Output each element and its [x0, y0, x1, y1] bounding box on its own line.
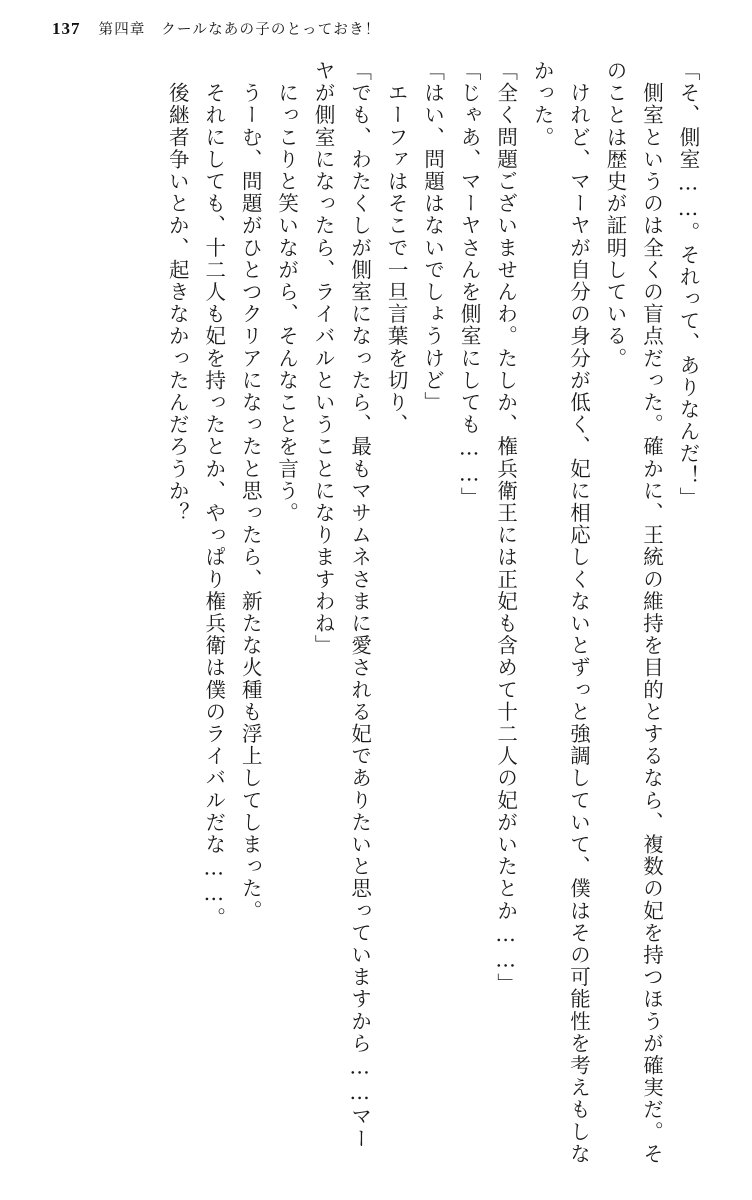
header-divider — [52, 46, 700, 47]
paragraph: けれど、マーヤが自分の身分が低く、妃に相応しくないとずっと強調していて、僕はその可能性を考えもしなかった。 — [530, 60, 591, 1165]
vertical-text-block — [46, 60, 706, 1166]
paragraph: 「じゃあ、マーヤさんを側室にしても……」 — [457, 60, 482, 509]
chapter-title: 第四章 クールなあの子のとっておき！ — [98, 22, 381, 38]
paragraph: 後継者争いとか、起きなかったんだろうか？ — [165, 60, 190, 525]
paragraph: 「でも、わたくしが側室になったら、最もマサムネさまに愛される妃でありたいと思っていますから……マーヤが側室になったら、ライバルということになりますわね」 — [311, 60, 372, 1150]
paragraph: 側室というのは全くの盲点だった。確かに、王統の維持を目的とするなら、複数の妃を持つほうが確実だ。そのことは歴史が証明している。 — [603, 60, 664, 1165]
paragraph: エーファはそこで一旦言葉を切り、 — [384, 60, 409, 436]
paragraph: 「はい、問題はないでしょうけど」 — [420, 60, 445, 414]
page-number: 137 — [52, 19, 81, 38]
paragraph: うーむ、問題がひとつクリアになったと思ったら、新たな火種も浮上してしまった。 — [238, 60, 263, 922]
paragraph: 「そ、側室……。それって、ありなんだ！」 — [676, 60, 700, 509]
paragraph: にっこりと笑いながら、そんなことを言う。 — [274, 60, 299, 525]
running-header — [52, 18, 700, 44]
paragraph: 「全く問題ございませんわ。たしか、権兵衛王には正妃も含めて十二人の妃がいたとか……」 — [493, 60, 518, 996]
paragraph: それにしても、十二人も妃を持ったとか、やっぱり権兵衛は僕のライバルだな……。 — [201, 60, 226, 929]
page-body — [46, 60, 706, 1166]
